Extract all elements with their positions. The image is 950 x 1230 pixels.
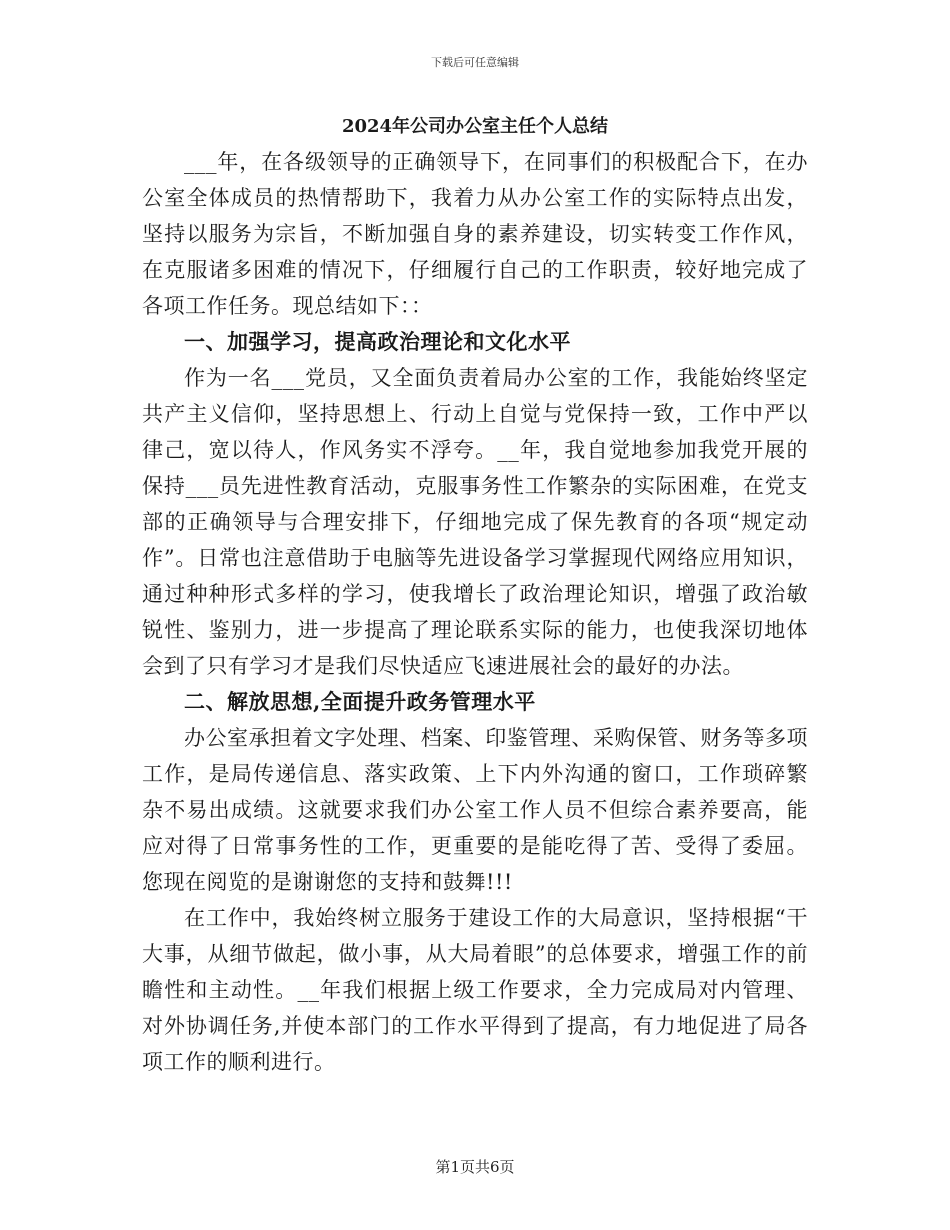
section-heading-1: 一、加强学习，提高政治理论和文化水平 [184,329,571,354]
section-heading-2: 二、解放思想,全面提升政务管理水平 [184,689,536,714]
document-body [142,110,808,1080]
document-title: 2024年公司办公室主任个人总结 [341,116,609,137]
intro-paragraph: ___年，在各级领导的正确领导下，在同事们的积极配合下，在办公室全体成员的热情帮助下，我着力从办公室工作的实际特点出发，坚持以服务为宗旨，不断加强自身的素养建设，切实转变工作作风，在克服诸多困难的情况下，仔细履行自己的工作职责，较好地完成了各项工作任务。现总结如下：： [142,150,808,318]
section-2-paragraph-2: 在工作中，我始终树立服务于建设工作的大局意识，坚持根据“干大事，从细节做起，做小事，从大局着眼”的总体要求，增强工作的前瞻性和主动性。__年我们根据上级工作要求，全力完成局对内管理、对外协调任务,并使本部门的工作水平得到了提高，有力地促进了局各项工作的顺利进行。 [142,906,808,1074]
section-1-paragraph: 作为一名___党员，又全面负责着局办公室的工作，我能始终坚定共产主义信仰，坚持思想上、行动上自觉与党保持一致，工作中严以律己，宽以待人，作风务实不浮夸。__年，我自觉地参加我党开展的保持___员先进性教育活动，克服事务性工作繁杂的实际困难，在党支部的正确领导与合理安排下，仔细地完成了保先教育的各项“规定动作”。日常也注意借助于电脑等先进设备学习掌握现代网络应用知识，通过种种形式多样的学习，使我增长了政治理论知识，增强了政治敏锐性、鉴别力，进一步提高了理论联系实际的能力，也使我深切地体会到了只有学习才是我们尽快适应飞速进展社会的最好的办法。 [142,366,808,678]
page-footer: 第1页共6页 [435,1158,515,1176]
section-2-paragraph-1: 办公室承担着文字处理、档案、印鉴管理、采购保管、财务等多项工作，是局传递信息、落实政策、上下内外沟通的窗口，工作琐碎繁杂不易出成绩。这就要求我们办公室工作人员不但综合素养要高，能应对得了日常事务性的工作，更重要的是能吃得了苦、受得了委屈。您现在阅览的是谢谢您的支持和鼓舞!!! [142,726,808,894]
header-note: 下载后可任意编辑 [431,56,519,69]
